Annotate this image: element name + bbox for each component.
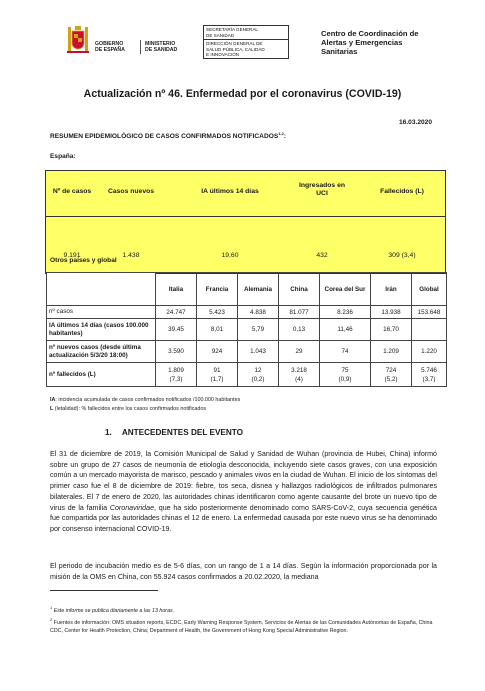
summary-heading-text: RESUMEN EPIDEMIOLÓGICO DE CASOS CONFIRMADOS NOTIFICADOS bbox=[50, 133, 279, 141]
table-cell: 5.423 bbox=[197, 306, 238, 319]
spain-header-ia: IA últimos 14 días bbox=[201, 188, 259, 195]
center-line-3: Sanitarias bbox=[321, 47, 358, 57]
table-cell bbox=[412, 319, 447, 341]
footnote-1 bbox=[50, 604, 440, 615]
footnote-2-number: 2 bbox=[50, 617, 53, 622]
table-row bbox=[47, 319, 447, 341]
note-l-abbr: L bbox=[50, 405, 54, 412]
table-cell: 75 (0,9) bbox=[320, 363, 371, 387]
col-global: Global bbox=[412, 273, 447, 306]
spain-value-cases: 9.191 bbox=[63, 252, 81, 259]
paragraph-incubation: El periodo de incubación medio es de 5-6 días, con un rango de 1 a 14 días. Según la información proporcionada por la misión de la OMS en China, con 55.924 casos confirmados a 20.02.2020, la mediana bbox=[50, 562, 437, 581]
table-cell: 1.809 (7,3) bbox=[156, 363, 197, 387]
spain-coat-of-arms bbox=[65, 25, 91, 57]
spain-value-deaths: 309 (3,4) bbox=[388, 252, 416, 259]
report-date: 16.03.2020 bbox=[398, 119, 432, 126]
table-cell: 11,46 bbox=[320, 319, 371, 341]
paragraph-1-end: , que ha sido posteriormente denominado como SARS-CoV-2, cuya secuencia genética fue compartida por las autoridades chinas el 12 de enero. La enfermedad causada por este nuevo virus se ha denominado por consenso internacional COVID-19. bbox=[50, 503, 437, 533]
table-cell: 4.838 bbox=[238, 306, 279, 319]
table-cell: 1.209 bbox=[371, 341, 412, 363]
note-l bbox=[50, 405, 240, 414]
table-row bbox=[47, 341, 447, 363]
table-cell: 8,01 bbox=[197, 319, 238, 341]
center-line-1: Centro de Coordinación de bbox=[321, 29, 419, 38]
footnote-2-text: Fuentes de información: OMS situation reports, ECDC, Early Warning Response System, Servicios de Alertas de las Comunidades Autónomas de España, China CDC, Center for Health Protection, China; Department of Health, the Government of Hong Kong Special Administrative Region. bbox=[50, 619, 433, 635]
spain-value-ia: 19,60 bbox=[221, 252, 239, 259]
table-cell: 924 bbox=[197, 341, 238, 363]
note-ia-text: : incidencia acumulada de casos confirmados notificados /100.000 habitantes bbox=[55, 397, 241, 403]
paragraph-background bbox=[50, 449, 437, 535]
table-cell: 8.236 bbox=[320, 306, 371, 319]
paragraph-1-italic: Coronaviridae bbox=[109, 503, 155, 512]
document-title: Actualización nº 46. Enfermedad por el coronavirus (COVID-19) bbox=[83, 88, 402, 100]
note-ia-abbr: IA bbox=[50, 397, 56, 403]
section-heading bbox=[105, 428, 243, 437]
row-label-new-cases: nº nuevos casos (desde última actualización 5/3/20 18:00) bbox=[47, 341, 156, 363]
table-cell: 5.746 (3,7) bbox=[412, 363, 447, 387]
secretaria-line-1: SECRETARÍA GENERAL bbox=[206, 27, 258, 33]
footnote-separator bbox=[50, 590, 158, 591]
summary-heading-colon: : bbox=[283, 133, 286, 141]
spain-header-icu: Ingresados en UCI bbox=[298, 182, 346, 198]
secretaria-line-2: DE SANIDAD bbox=[206, 32, 235, 38]
note-l-text: (letalidad): % fallecidos entre los casos confirmados notificados bbox=[53, 405, 207, 412]
secretaria-cell bbox=[204, 26, 288, 39]
note-ia bbox=[50, 396, 240, 405]
table-cell: 91 (1,7) bbox=[197, 363, 238, 387]
table-cell: 74 bbox=[320, 341, 371, 363]
table-cell: 3.218 (4) bbox=[279, 363, 320, 387]
direccion-line-3: E INNOVACIÓN bbox=[206, 51, 240, 57]
table-cell: 13.938 bbox=[371, 306, 412, 319]
table-notes bbox=[50, 396, 240, 413]
section-number: 1. bbox=[105, 428, 112, 437]
spain-value-new: 1.438 bbox=[122, 252, 140, 259]
spain-header-cases: Nº de casos bbox=[52, 188, 92, 195]
government-label bbox=[95, 41, 125, 53]
gov-line-2: DE ESPAÑA bbox=[95, 47, 125, 53]
table-cell: 16,70 bbox=[371, 319, 412, 341]
table-row bbox=[47, 363, 447, 387]
table-cell: 153.648 bbox=[412, 306, 447, 319]
ministry-label bbox=[145, 41, 177, 53]
ministry-line-2: DE SANIDAD bbox=[145, 47, 178, 53]
ministry-line-1: MINISTERIO bbox=[145, 41, 176, 47]
header-divider bbox=[140, 40, 141, 54]
row-label-ia: IA últimos 14 días (casos 100.000 habitantes) bbox=[47, 319, 156, 341]
section-title: ANTECEDENTES DEL EVENTO bbox=[121, 428, 244, 437]
spain-label: España: bbox=[50, 153, 76, 160]
summary-heading-footnote-ref: 1,2 bbox=[278, 131, 284, 136]
footnote-2 bbox=[50, 616, 440, 636]
table-cell: 1.220 bbox=[412, 341, 447, 363]
department-box bbox=[203, 25, 289, 59]
direccion-line-1: DIRECCIÓN GENERAL DE bbox=[206, 41, 263, 47]
table-cell: 39,45 bbox=[156, 319, 197, 341]
coordination-center-name bbox=[321, 29, 418, 57]
table-cell: 29 bbox=[279, 341, 320, 363]
paragraph-1-text: El 31 de diciembre de 2019, la Comisión Municipal de Salud y Sanidad de Wuhan (provincia de Hubei, China) informó sobre un grupo de 27 casos de neumonía de etiología desconocida, incluyendo siete casos graves, con una exposición común a un mercado mayorista de marisco, pescado y animales vivos en la ciudad de Wuhan. El inicio de los síntomas del primer caso fue el 8 de diciembre de 2019: fiebre, tos seca, disnea y hallazgos radiológicos de infiltrados pulmonares bilaterales. El 7 de enero de 2020, las autoridades chinas identificaron como agente causante del brote un nuevo tipo de virus de la familia bbox=[50, 450, 437, 512]
col-alemania: Alemania bbox=[238, 273, 279, 306]
other-countries-label: Otros países y global bbox=[50, 257, 117, 264]
table-cell: 24.747 bbox=[156, 306, 197, 319]
other-countries-table bbox=[46, 272, 447, 387]
gov-line-1: GOBIERNO bbox=[95, 41, 124, 47]
col-corea: Corea del Sur bbox=[320, 273, 371, 306]
spain-header-new: Casos nuevos bbox=[107, 188, 155, 195]
col-italia: Italia bbox=[156, 273, 197, 306]
col-iran: Irán bbox=[371, 273, 412, 306]
col-china: China bbox=[279, 273, 320, 306]
row-label-cases: nº casos bbox=[47, 306, 156, 319]
table-cell: 12 (0,2) bbox=[238, 363, 279, 387]
spain-value-icu: 432 bbox=[316, 252, 328, 259]
table-cell: 81.077 bbox=[279, 306, 320, 319]
table-row bbox=[47, 306, 447, 319]
direccion-line-2: SALUD PÚBLICA, CALIDAD bbox=[206, 46, 265, 52]
table-cell: 3.590 bbox=[156, 341, 197, 363]
table-header-row bbox=[47, 273, 447, 306]
footnote-1-text: Este informe se publica diariamente a las 13 horas. bbox=[53, 607, 175, 614]
col-francia: Francia bbox=[197, 273, 238, 306]
table-cell: 5,79 bbox=[238, 319, 279, 341]
table-corner-cell bbox=[47, 273, 156, 306]
direccion-cell bbox=[204, 39, 288, 58]
center-line-2: Alertas y Emergencias bbox=[321, 38, 403, 48]
table-cell: 724 (5,2) bbox=[371, 363, 412, 387]
footnote-1-number: 1 bbox=[50, 605, 53, 610]
table-cell: 0,13 bbox=[279, 319, 320, 341]
row-label-deaths: nº fallecidos (L) bbox=[47, 363, 156, 387]
summary-heading bbox=[50, 131, 286, 140]
table-cell: 1.043 bbox=[238, 341, 279, 363]
spain-header-deaths: Fallecidos (L) bbox=[380, 188, 424, 195]
